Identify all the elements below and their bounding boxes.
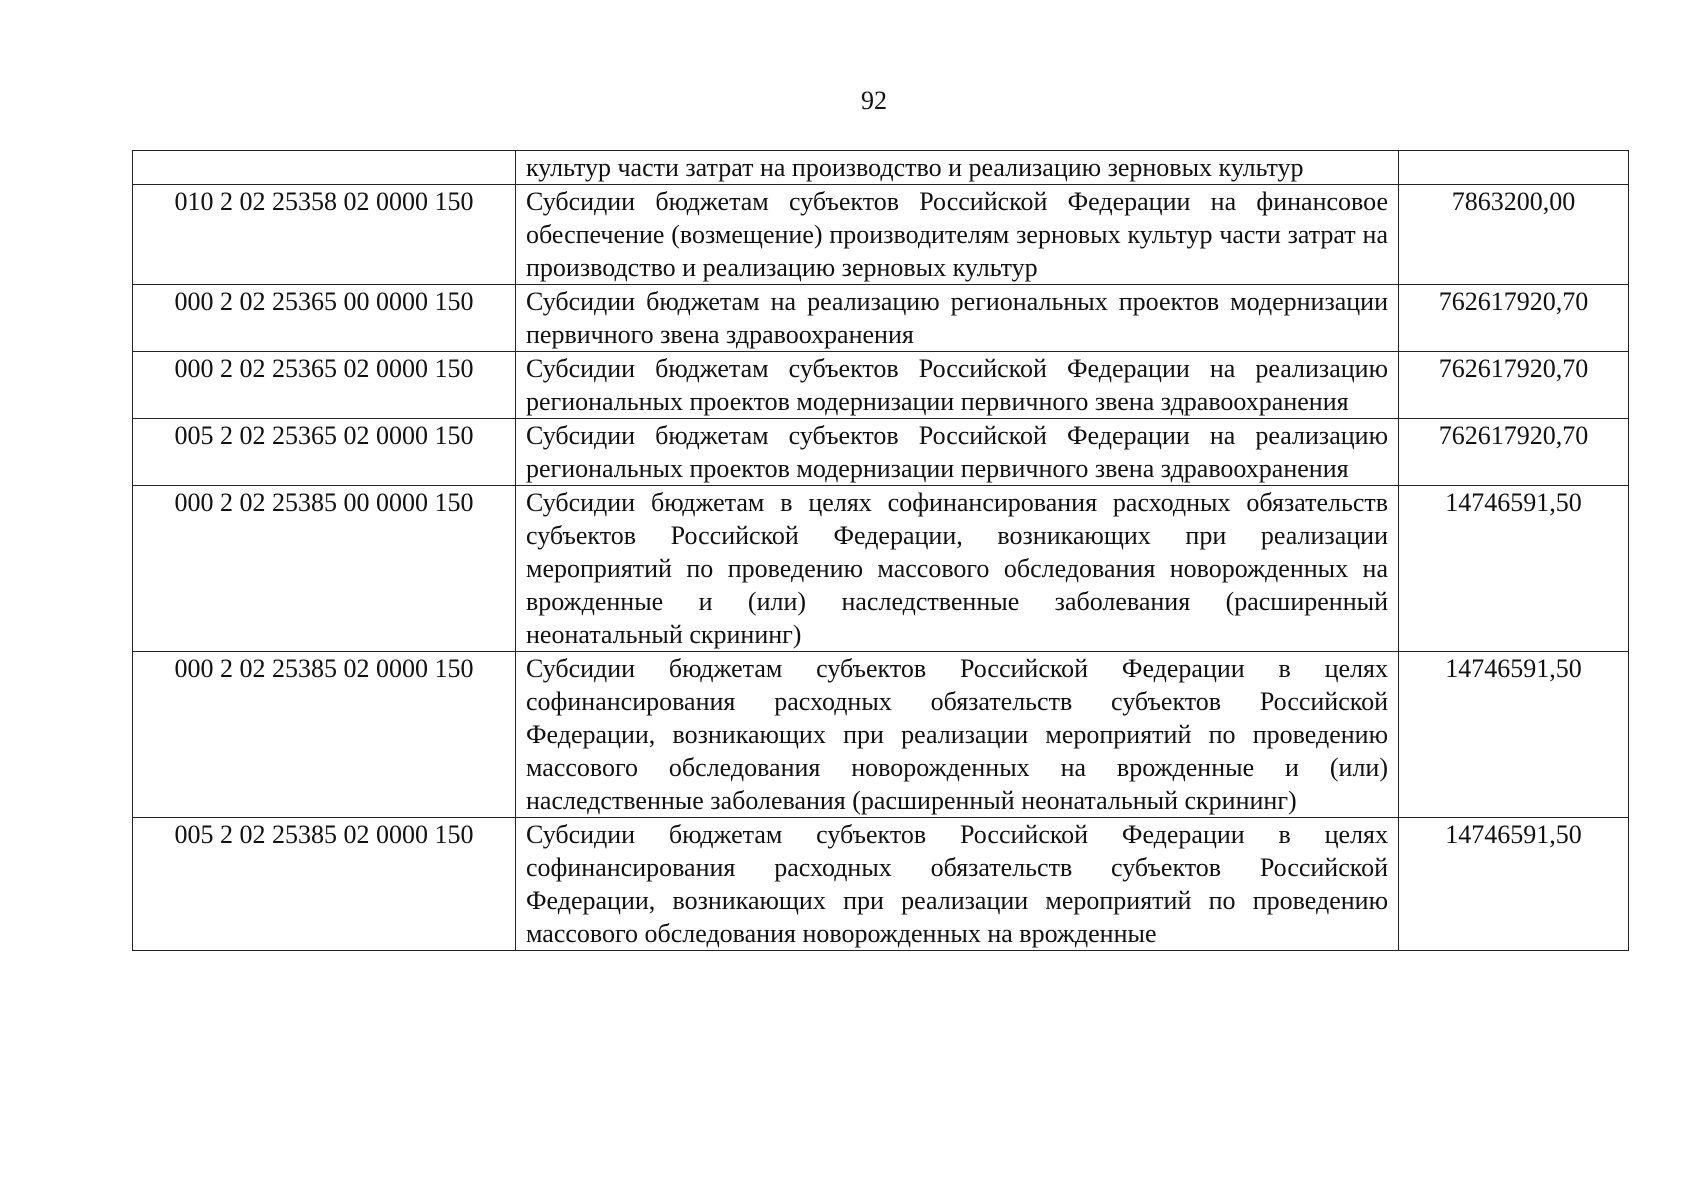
budget-code-cell: 000 2 02 25385 00 0000 150 (133, 486, 516, 652)
budget-code-cell: 005 2 02 25365 02 0000 150 (133, 419, 516, 486)
description-cell: Субсидии бюджетам субъектов Российской Федерации в целях софинансирования расходных обязательств субъектов Российской Федерации, возникающих при реализации мероприятий по проведению массового обследования новорожденных на врожденные (516, 818, 1399, 951)
budget-code-cell: 000 2 02 25365 02 0000 150 (133, 352, 516, 419)
description-cell: Субсидии бюджетам в целях софинансирования расходных обязательств субъектов Российской Федерации, возникающих при реализации мероприятий по проведению массового обследования новорожденных на врожденные и (или) наследственные заболевания (расширенный неонатальный скрининг) (516, 486, 1399, 652)
description-cell: Субсидии бюджетам на реализацию региональных проектов модернизации первичного звена здравоохранения (516, 285, 1399, 352)
budget-code-cell: 005 2 02 25385 02 0000 150 (133, 818, 516, 951)
table-row (133, 818, 1629, 951)
table-row (133, 285, 1629, 352)
budget-table (132, 150, 1629, 951)
amount-cell: 14746591,50 (1399, 818, 1629, 951)
description-cell: Субсидии бюджетам субъектов Российской Федерации на финансовое обеспечение (возмещение) производителям зерновых культур части затрат на производство и реализацию зерновых культур (516, 185, 1399, 285)
page-number: 92 (861, 86, 887, 115)
table-row (133, 419, 1629, 486)
amount-cell: 14746591,50 (1399, 652, 1629, 818)
table-row (133, 185, 1629, 285)
table-row (133, 652, 1629, 818)
amount-cell: 762617920,70 (1399, 419, 1629, 486)
description-cell: Субсидии бюджетам субъектов Российской Федерации на реализацию региональных проектов модернизации первичного звена здравоохранения (516, 419, 1399, 486)
budget-code-cell (133, 151, 516, 185)
budget-code-cell: 010 2 02 25358 02 0000 150 (133, 185, 516, 285)
table-row (133, 151, 1629, 185)
table-row (133, 352, 1629, 419)
amount-cell: 14746591,50 (1399, 486, 1629, 652)
amount-cell: 762617920,70 (1399, 285, 1629, 352)
amount-cell: 762617920,70 (1399, 352, 1629, 419)
budget-code-cell: 000 2 02 25365 00 0000 150 (133, 285, 516, 352)
amount-cell: 7863200,00 (1399, 185, 1629, 285)
table-row (133, 486, 1629, 652)
amount-cell (1399, 151, 1629, 185)
description-cell: Субсидии бюджетам субъектов Российской Федерации в целях софинансирования расходных обязательств субъектов Российской Федерации, возникающих при реализации мероприятий по проведению массового обследования новорожденных на врожденные и (или) наследственные заболевания (расширенный неонатальный скрининг) (516, 652, 1399, 818)
description-cell: культур части затрат на производство и реализацию зерновых культур (516, 151, 1399, 185)
description-cell: Субсидии бюджетам субъектов Российской Федерации на реализацию региональных проектов модернизации первичного звена здравоохранения (516, 352, 1399, 419)
budget-code-cell: 000 2 02 25385 02 0000 150 (133, 652, 516, 818)
